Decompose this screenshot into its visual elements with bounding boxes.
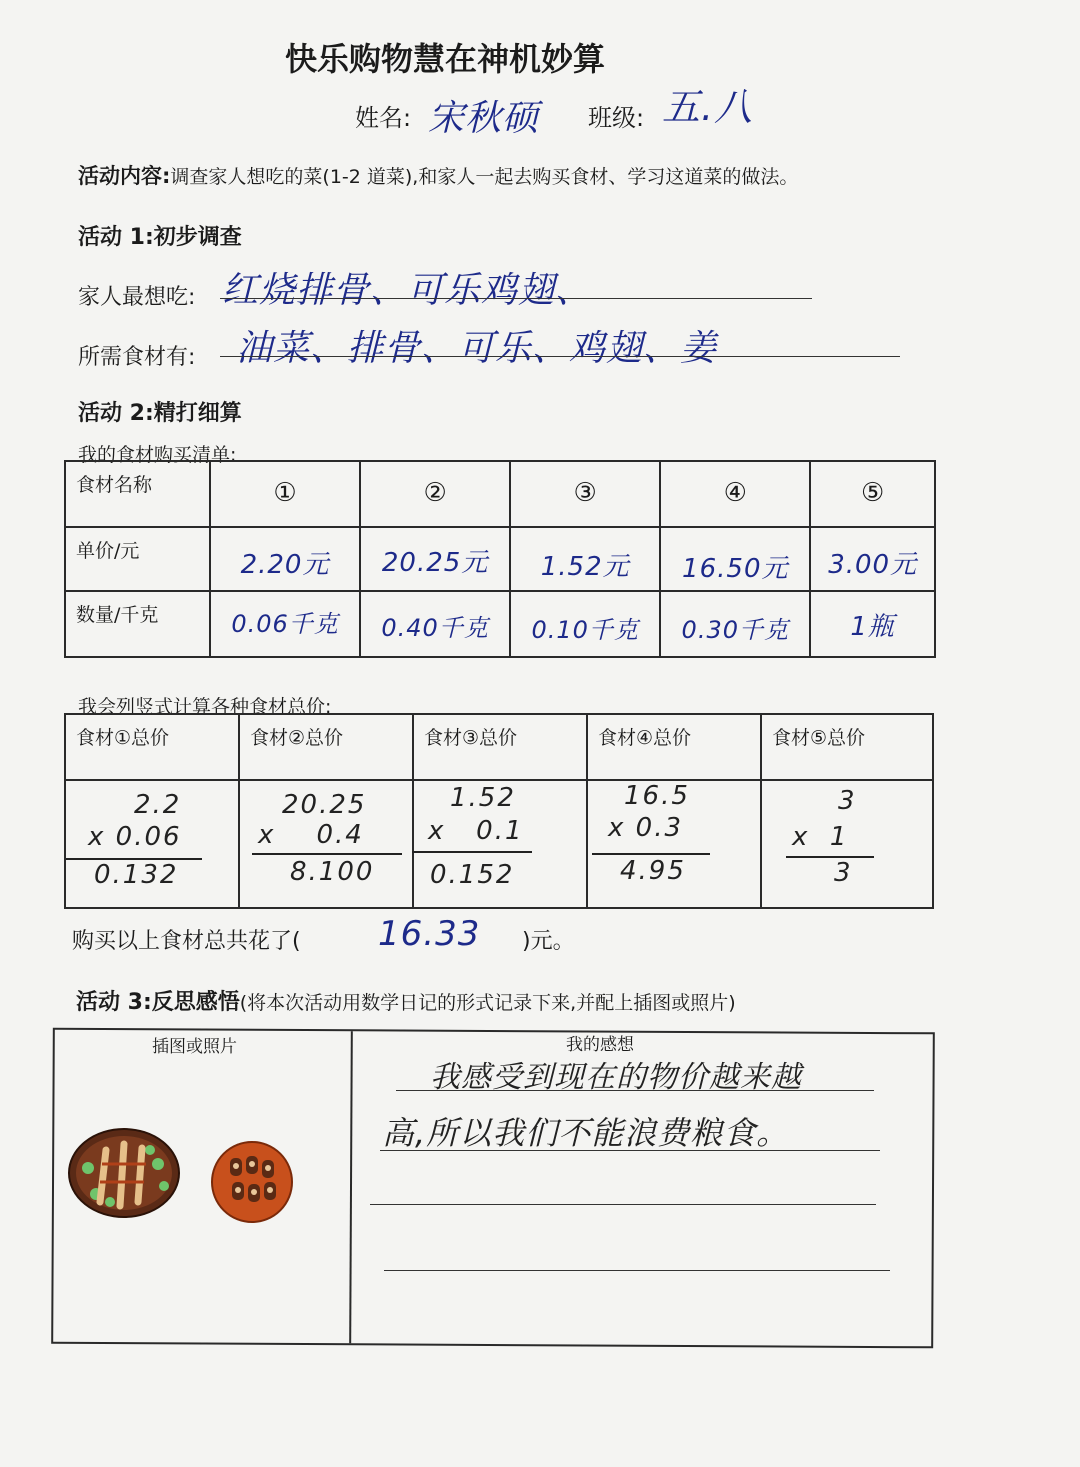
reflection-line2: 高,所以我们不能浪费粮食。 <box>382 1114 790 1152</box>
reflection-divider <box>349 1031 353 1343</box>
calc-caption: 我会列竖式计算各种食材总价: <box>78 696 332 718</box>
table-cell <box>210 461 360 527</box>
class-value: 五.八 <box>662 85 754 129</box>
table-cell <box>210 527 360 591</box>
activity3-heading: 活动 3:反思感悟 <box>76 990 240 1015</box>
total-suffix: )元。 <box>522 929 575 954</box>
class-label: 班级: <box>588 104 645 132</box>
total-value: 16.33 <box>378 914 481 954</box>
calc3-top: 1.52 <box>450 783 516 813</box>
reflection-underline3 <box>370 1204 876 1205</box>
column-number: ④ <box>723 478 747 508</box>
quantity: 0.30千克 <box>681 616 789 644</box>
need-value: 油菜、排骨、可乐、鸡翅、姜 <box>236 328 718 369</box>
activity1-heading: 活动 1:初步调查 <box>78 225 242 250</box>
unit-price: 3.00元 <box>828 550 918 580</box>
table-cell <box>587 714 761 780</box>
table-cell <box>510 527 660 591</box>
table-cell <box>660 527 810 591</box>
calc-header: 食材⑤总价 <box>772 727 866 749</box>
name-value: 宋秋硕 <box>428 98 540 139</box>
reflection-underline2 <box>380 1150 880 1151</box>
table-cell <box>761 714 933 780</box>
calc1-mult: x 0.06 <box>88 822 182 852</box>
calc-header: 食材②总价 <box>250 727 344 749</box>
row-label: 数量/千克 <box>76 604 159 626</box>
want-label: 家人最想吃: <box>78 285 196 310</box>
feelings-label: 我的感想 <box>566 1035 634 1055</box>
activity-content-text: 调查家人想吃的菜(1-2 道菜),和家人一起去购买食材、学习这道菜的做法。 <box>170 166 799 188</box>
calc2-result: 8.100 <box>290 857 375 887</box>
table-cell <box>360 527 510 591</box>
unit-price: 16.50元 <box>682 554 789 584</box>
calc3-line <box>412 851 532 853</box>
unit-price: 2.20元 <box>240 550 330 580</box>
quantity: 0.40千克 <box>381 614 489 642</box>
table-cell <box>65 714 239 780</box>
table-cell <box>810 591 935 657</box>
name-label: 姓名: <box>355 104 412 132</box>
activity3-note: (将本次活动用数学日记的形式记录下来,并配上插图或照片) <box>239 992 736 1014</box>
column-number: ① <box>273 478 297 508</box>
table-cell <box>510 591 660 657</box>
table-cell <box>810 461 935 527</box>
activity-content-label: 活动内容: <box>78 164 171 188</box>
table-cell <box>510 461 660 527</box>
table-row <box>65 591 935 657</box>
calc5-line <box>786 856 874 858</box>
column-number: ② <box>423 478 447 508</box>
table-row <box>65 527 935 591</box>
calc5-mult: x 1 <box>792 822 849 852</box>
picture-label: 插图或照片 <box>152 1037 237 1057</box>
unit-price: 20.25元 <box>381 548 489 578</box>
table-cell <box>65 527 210 591</box>
need-underline <box>220 356 900 357</box>
reflection-underline1 <box>396 1090 874 1091</box>
calc4-mult: x 0.3 <box>608 813 683 843</box>
reflection-underline4 <box>384 1270 890 1271</box>
total-prefix: 购买以上食材总共花了( <box>72 929 301 954</box>
table-row <box>65 461 935 527</box>
table-cell <box>65 461 210 527</box>
calc4-line <box>592 853 710 855</box>
column-number: ③ <box>573 478 597 508</box>
table-cell <box>210 591 360 657</box>
calc-header: 食材③总价 <box>424 727 518 749</box>
table-cell <box>810 527 935 591</box>
table-cell <box>660 461 810 527</box>
column-number: ⑤ <box>861 478 885 508</box>
calc1-top: 2.2 <box>134 790 182 820</box>
calc4-result: 4.95 <box>620 856 686 886</box>
calc3-mult: x 0.1 <box>428 816 524 846</box>
table-cell <box>413 714 587 780</box>
table-cell <box>65 591 210 657</box>
calc4-top: 16.5 <box>624 781 690 811</box>
calc2-top: 20.25 <box>282 790 367 820</box>
activity-content <box>78 160 798 190</box>
total-line <box>72 924 301 955</box>
shopping-list-caption: 我的食材购买清单: <box>78 444 237 466</box>
cola-chicken-wings-plate-icon <box>212 1142 292 1222</box>
activity2-heading: 活动 2:精打细算 <box>78 401 242 426</box>
row-label: 单价/元 <box>76 540 140 562</box>
calc2-mult: x 0.4 <box>258 820 364 850</box>
spare-ribs-plate-icon <box>69 1129 179 1217</box>
unit-price: 1.52元 <box>540 552 630 582</box>
table-cell <box>360 461 510 527</box>
need-label: 所需食材有: <box>78 345 196 370</box>
quantity: 0.06千克 <box>231 610 339 638</box>
want-value: 红烧排骨、可乐鸡翅、 <box>222 270 593 311</box>
dish-illustration <box>66 1120 316 1240</box>
calc3-result: 0.152 <box>430 860 515 890</box>
calc-header: 食材④总价 <box>598 727 692 749</box>
activity3-heading-line <box>76 985 736 1016</box>
quantity: 1瓶 <box>850 612 895 642</box>
want-underline <box>220 298 812 299</box>
shopping-list-table <box>64 460 936 658</box>
calc1-result: 0.132 <box>94 860 179 890</box>
reflection-line1: 我感受到现在的物价越来越 <box>430 1060 802 1095</box>
quantity: 0.10千克 <box>531 616 639 644</box>
calc-header: 食材①总价 <box>76 727 170 749</box>
table-cell <box>239 714 413 780</box>
table-cell <box>660 591 810 657</box>
calc2-line <box>252 853 402 855</box>
calc5-top: 3 <box>838 786 857 816</box>
calc5-result: 3 <box>834 858 853 888</box>
row-label: 食材名称 <box>76 474 153 496</box>
page-title: 快乐购物慧在神机妙算 <box>285 40 606 78</box>
table-cell <box>360 591 510 657</box>
table-row <box>65 714 933 780</box>
